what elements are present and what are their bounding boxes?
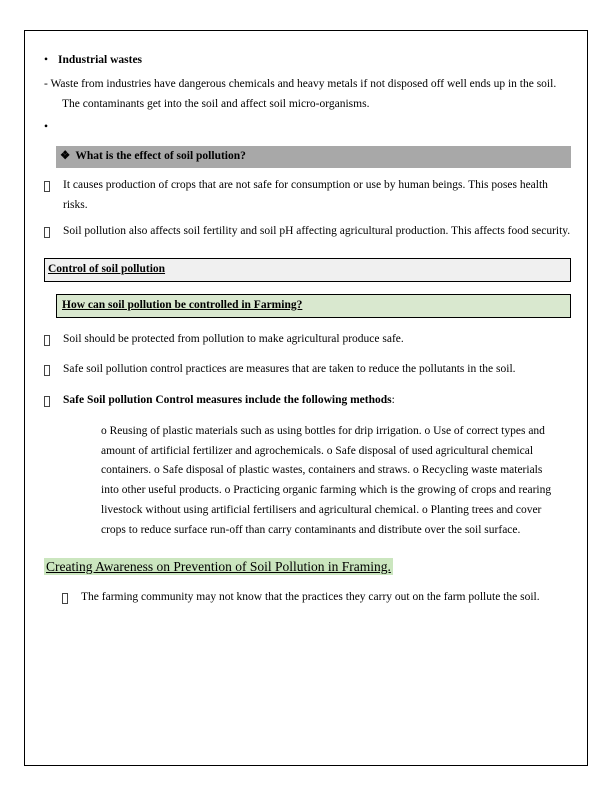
- heading-effect-text: What is the effect of soil pollution?: [75, 150, 246, 163]
- heading-how-can-soil-pollution-be-controlled: [56, 294, 571, 318]
- bullet-industrial-wastes-text: Industrial wastes: [58, 54, 143, 66]
- heading-control-of-soil-pollution: [44, 258, 571, 282]
- empty-bullet-line: [44, 118, 571, 138]
- checkbox-bullet-icon: [44, 222, 63, 246]
- list-item-practices: [44, 360, 571, 384]
- paragraph-control-methods: o Reusing of plastic materials such as using bottles for drip irrigation. o Use of correct types and amount of artificial fertilizer and agrochemicals. o Safe disposal of used agricultural chemical containers. o Safe disposal of plastic wastes, containers and straws. o Recycling waste materials into other useful products. o Practicing organic farming which is the growing of crops and rearing livestock without using artificial fertilisers and agricultural chemical. o Planting trees and cover crops to reduce surface run-off than carry contaminants and distribute over the soil surface.: [101, 424, 552, 536]
- heading-effect-of-soil-pollution: [56, 146, 571, 168]
- checkbox-bullet-icon: [62, 588, 81, 612]
- heading-control-text: Control of soil pollution: [48, 263, 166, 276]
- list-item-fertility: [44, 222, 571, 246]
- checkbox-bullet-icon: [44, 391, 63, 415]
- heading-creating-awareness: [44, 555, 571, 578]
- paragraph-industrial-waste: - Waste from industries have dangerous chemicals and heavy metals if not disposed off well ends up in the soil. The contaminants get into the soil and affect soil micro-organisms.: [44, 77, 557, 110]
- list-item-fertility-text: Soil pollution also affects soil fertility and soil pH affecting agricultural production. This affects food security.: [63, 225, 571, 238]
- control-measures-bold-text: Safe Soil pollution Control measures include the following methods: [63, 394, 392, 407]
- document-content: [44, 51, 571, 612]
- list-item-farming-community-text: The farming community may not know that the practices they carry out on the farm pollute the soil.: [81, 590, 540, 603]
- checkbox-bullet-icon: [44, 330, 63, 354]
- list-item-crops: [44, 176, 571, 216]
- checkbox-bullet-icon: [44, 360, 63, 384]
- bullet-icon: •: [44, 121, 49, 134]
- list-item-crops-text: It causes production of crops that are not safe for consumption or use by human beings. This poses health risks.: [63, 178, 548, 211]
- page-border: [24, 30, 588, 766]
- list-item-control-measures-text: [63, 391, 571, 415]
- list-item-protected-text: Soil should be protected from pollution to make agricultural produce safe.: [63, 332, 404, 345]
- checkbox-bullet-icon: [44, 176, 63, 216]
- list-item-farming-community: [62, 588, 571, 612]
- bullet-industrial-wastes: [44, 51, 571, 71]
- list-item-practices-text: Safe soil pollution control practices are measures that are taken to reduce the pollutants in the soil.: [63, 363, 516, 376]
- control-measures-colon: :: [391, 394, 395, 407]
- diamond-bullet-icon: ❖: [60, 150, 71, 163]
- list-item-control-measures: [44, 391, 571, 415]
- heading-how-text: How can soil pollution be controlled in Farming?: [62, 298, 303, 311]
- bullet-icon: •: [44, 54, 49, 66]
- list-item-protected: [44, 330, 571, 354]
- heading-creating-awareness-text: Creating Awareness on Prevention of Soil Pollution in Framing.: [46, 558, 391, 574]
